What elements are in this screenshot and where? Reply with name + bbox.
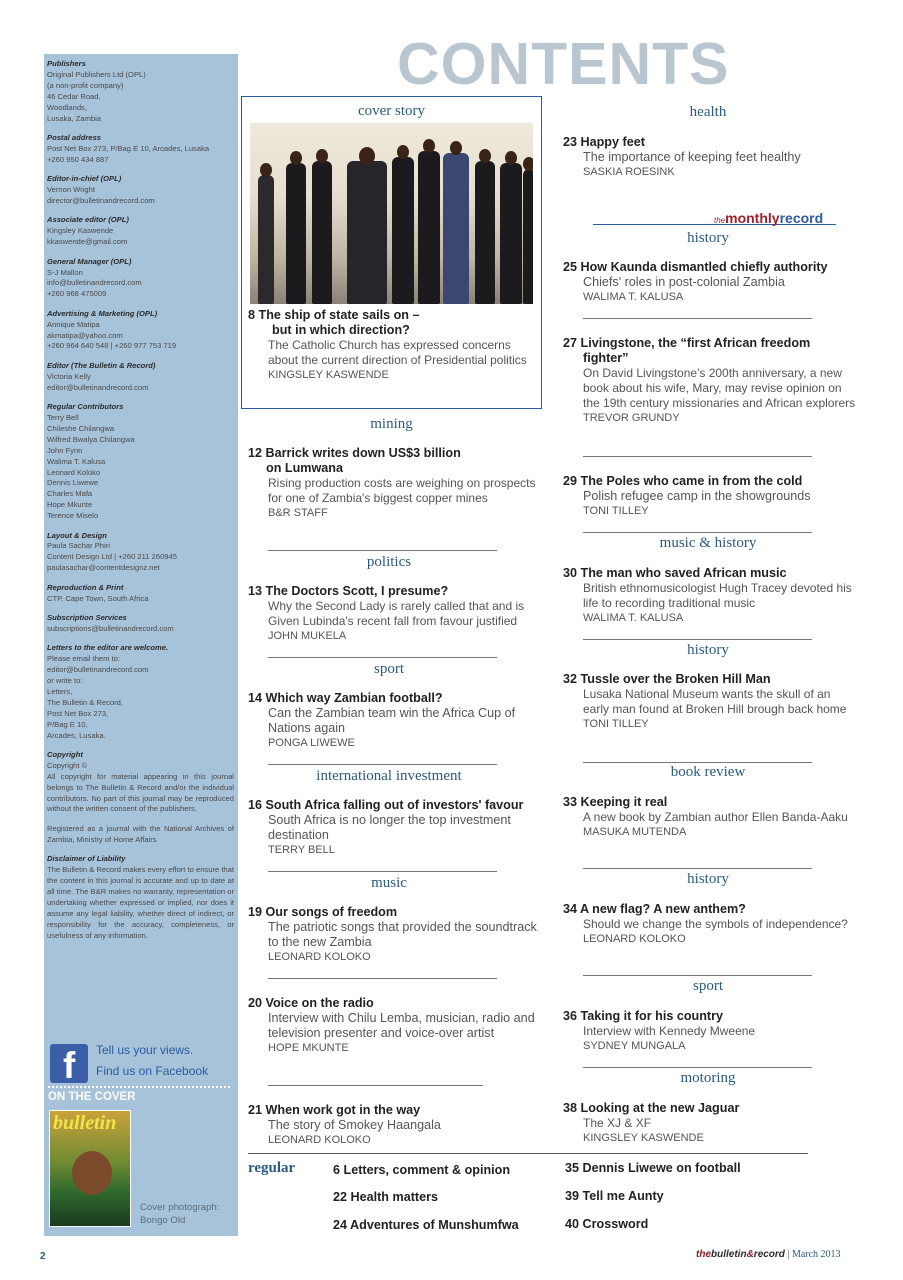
credit-email-link[interactable]: subscriptions@bulletinandrecord.com xyxy=(47,623,174,633)
monthly-record-logo xyxy=(714,210,823,226)
credit-heading: Subscription Services xyxy=(47,612,127,622)
logo-the: the xyxy=(714,216,726,225)
credit-line: 46 Cedar Road, xyxy=(47,91,101,101)
brand-amp: & xyxy=(746,1249,754,1260)
article-summary: British ethnomusicologist Hugh Tracey devoted his life to recording traditional music xyxy=(583,581,852,610)
article-summary: Rising production costs are weighing on prospects for one of Zambia's biggest copper mines xyxy=(268,476,536,505)
page-title: CONTENTS xyxy=(397,31,730,97)
divider xyxy=(268,657,497,658)
article-title[interactable]: 34 A new flag? A new anthem? xyxy=(563,902,746,916)
credit-email-link[interactable]: director@bulletinandrecord.com xyxy=(47,195,155,205)
brand-bulletin: bulletin xyxy=(711,1249,747,1260)
sidebar-credits xyxy=(47,59,234,772)
disclaimer-text: The Bulletin & Record makes every effort to ensure that the content in this journal is accurate and up to date at all time. The B&R makes no warranty, representation or undertaking whether expressed or implied, nor does it assume any legal liability, whether direct of indirect, or responsibility for the accuracy, completeness, or usefulness of any information. xyxy=(47,865,234,940)
regular-item[interactable]: 24 Adventures of Munshumfwa xyxy=(333,1218,519,1232)
masthead-sidebar xyxy=(44,54,238,1236)
credit-line: (a non-profit company) xyxy=(47,80,124,90)
credit-line: Chileshe Chilangwa xyxy=(47,423,115,433)
divider xyxy=(268,1085,483,1086)
divider xyxy=(583,868,812,869)
credit-line: Post Net Box 273, P/Bag E 10, Arcades, Lusaka xyxy=(47,143,210,153)
article-author: WALIMA T. KALUSA xyxy=(583,291,684,303)
article-summary: Should we change the symbols of independence? xyxy=(583,917,848,931)
credit-line: S-J Mallon xyxy=(47,267,83,277)
credit-line: Victoria Kelly xyxy=(47,371,91,381)
divider xyxy=(268,978,497,979)
credit-line: +260 950 434 887 xyxy=(47,154,109,164)
section-sport: sport xyxy=(374,661,404,677)
article-14[interactable] xyxy=(248,691,538,751)
article-36[interactable] xyxy=(563,1009,858,1054)
section-international-investment: international investment xyxy=(316,768,462,784)
credit-email-link[interactable]: editor@bulletinandrecord.com xyxy=(47,665,149,675)
article-title[interactable]: 25 How Kaunda dismantled chiefly authority xyxy=(563,260,828,274)
section-book-review: book review xyxy=(670,764,746,780)
credit-heading: Letters to the editor are welcome. xyxy=(47,643,169,653)
logo-monthly: monthly xyxy=(725,210,780,226)
article-summary: The Catholic Church has expressed concerns about the current direction of Presidential politics xyxy=(268,338,527,367)
article-title[interactable]: 23 Happy feet xyxy=(563,135,645,149)
credit-section xyxy=(47,59,234,124)
credit-line: Original Publishers Ltd (OPL) xyxy=(47,69,146,79)
article-author: MASUKA MUTENDA xyxy=(583,826,687,838)
logo-record: record xyxy=(779,210,824,226)
article-title[interactable]: 19 Our songs of freedom xyxy=(248,905,398,919)
credit-line: Vernon Wright xyxy=(47,185,95,195)
article-author: KINGSLEY KASWENDE xyxy=(268,369,389,381)
section-music-history: music & history xyxy=(659,535,757,551)
facebook-promo[interactable] xyxy=(50,1044,230,1084)
article-13[interactable] xyxy=(248,584,538,644)
article-19[interactable] xyxy=(248,905,538,965)
credit-line: Hope Mkunte xyxy=(47,500,93,510)
credit-line: Terry Bell xyxy=(47,412,79,422)
credit-line: +260 968 475009 xyxy=(47,289,107,299)
divider xyxy=(583,532,812,533)
article-title[interactable]: 20 Voice on the radio xyxy=(248,996,374,1010)
article-summary: Can the Zambian team win the Africa Cup of Nations again xyxy=(268,706,516,735)
credit-section xyxy=(47,531,234,575)
credit-section xyxy=(47,750,234,772)
article-summary: The importance of keeping feet healthy xyxy=(583,150,801,164)
article-16[interactable] xyxy=(248,798,543,858)
article-29[interactable] xyxy=(563,474,858,519)
credit-heading: Editor (The Bulletin & Record) xyxy=(47,360,156,370)
article-title[interactable]: 8 The ship of state sails on – xyxy=(248,308,420,322)
section-history-3: history xyxy=(687,871,729,887)
article-author: HOPE MKUNTE xyxy=(268,1042,349,1054)
article-author: TONI TILLEY xyxy=(583,718,649,730)
article-summary: The patriotic songs that provided the soundtrack to the new Zambia xyxy=(268,920,537,949)
facebook-icon[interactable]: f xyxy=(50,1044,88,1083)
regular-item[interactable]: 40 Crossword xyxy=(565,1217,649,1231)
article-author: PONGA LIWEWE xyxy=(268,737,355,749)
article-title[interactable]: 33 Keeping it real xyxy=(563,795,668,809)
article-title[interactable]: 12 Barrick writes down US$3 billion xyxy=(248,446,461,460)
section-politics: politics xyxy=(366,554,412,570)
credit-line: Walima T. Kalusa xyxy=(47,456,106,466)
article-title[interactable]: 21 When work got in the way xyxy=(248,1103,421,1117)
regular-label: regular xyxy=(248,1160,296,1176)
credit-section xyxy=(47,402,234,522)
article-author: JOHN MUKELA xyxy=(268,630,347,642)
divider xyxy=(268,764,497,765)
section-music: music xyxy=(371,875,407,891)
article-summary: The XJ & XF xyxy=(583,1116,652,1130)
regular-item[interactable]: 22 Health matters xyxy=(333,1190,438,1204)
article-author: LEONARD KOLOKO xyxy=(268,1134,371,1146)
credit-heading: General Manager (OPL) xyxy=(47,256,132,266)
footer-brand: thebulletin&record | March 2013 xyxy=(696,1249,841,1260)
divider xyxy=(268,871,497,872)
article-38[interactable] xyxy=(563,1101,858,1146)
article-30[interactable] xyxy=(563,566,858,626)
cover-caption-line: Cover photograph: xyxy=(140,1202,220,1213)
divider xyxy=(583,456,812,457)
article-author: SYDNEY MUNGALA xyxy=(583,1040,686,1052)
registration-text: Registered as a journal with the National Archives of Zambia, Ministry of Home Affairs xyxy=(47,823,234,844)
divider xyxy=(583,1067,812,1068)
article-author: TREVOR GRUNDY xyxy=(583,412,680,424)
article-8[interactable] xyxy=(248,308,538,383)
disclaimer-heading: Disclaimer of Liability xyxy=(47,854,126,864)
article-author: TERRY BELL xyxy=(268,844,335,856)
credit-section xyxy=(47,257,234,301)
credit-section xyxy=(47,133,234,166)
credit-section xyxy=(47,174,234,207)
credit-line: Lusaka, Zambia xyxy=(47,113,102,123)
article-title[interactable]: 36 Taking it for his country xyxy=(563,1009,724,1023)
credit-line: Leonard Koloko xyxy=(47,467,101,477)
credit-heading: Associate editor (OPL) xyxy=(47,215,129,225)
credit-line: +260 964 640 548 | +260 977 753 719 xyxy=(47,341,177,351)
article-25[interactable] xyxy=(563,260,858,305)
cover-caption-credit: Bongo Old xyxy=(140,1214,186,1226)
article-title-cont[interactable]: fighter” xyxy=(583,351,629,365)
credit-email-link[interactable]: editor@bulletinandrecord.com xyxy=(47,382,149,392)
article-title[interactable]: 30 The man who saved African music xyxy=(563,566,787,580)
cover-portrait xyxy=(72,1151,112,1195)
cover-masthead: bulletin xyxy=(53,1112,117,1134)
section-health: health xyxy=(689,104,727,120)
credit-line: Copyright © xyxy=(47,760,88,770)
cover-thumbnail xyxy=(49,1110,131,1227)
article-author: B&R STAFF xyxy=(268,507,328,519)
article-summary: Interview with Chilu Lemba, musician, radio and television presenter and voice-over artist xyxy=(268,1011,535,1040)
article-title-cont[interactable]: but in which direction? xyxy=(272,323,410,337)
credit-line: Please email them to: xyxy=(47,654,121,664)
dotted-divider xyxy=(48,1086,230,1088)
regular-item[interactable]: 6 Letters, comment & opinion xyxy=(333,1163,511,1177)
cover-caption xyxy=(140,1202,219,1227)
section-history-2: history xyxy=(687,642,729,658)
article-summary: Polish refugee camp in the showgrounds xyxy=(583,489,811,503)
section-sport-2: sport xyxy=(693,978,723,994)
article-title[interactable]: 14 Which way Zambian football? xyxy=(248,691,443,705)
article-27[interactable] xyxy=(563,336,858,426)
credit-heading: Postal address xyxy=(47,132,102,142)
article-title[interactable]: 32 Tussle over the Broken Hill Man xyxy=(563,672,771,686)
cover-story-photo xyxy=(250,123,533,304)
credit-heading: Reproduction & Print xyxy=(47,582,124,592)
brand-record: record xyxy=(753,1249,785,1260)
article-title-cont[interactable]: on Lumwana xyxy=(266,461,343,475)
credit-heading: Editor-in-chief (OPL) xyxy=(47,174,122,184)
credit-line: Paula Sachar Phiri xyxy=(47,541,110,551)
article-title[interactable]: 29 The Poles who came in from the cold xyxy=(563,474,803,488)
regular-item[interactable]: 39 Tell me Aunty xyxy=(565,1189,664,1203)
facebook-line-views: Tell us your views. xyxy=(96,1043,194,1057)
article-author: TONI TILLEY xyxy=(583,505,649,517)
facebook-line-find[interactable]: Find us on Facebook xyxy=(96,1064,209,1078)
section-history: history xyxy=(687,230,729,246)
credit-heading: Regular Contributors xyxy=(47,402,124,412)
credit-line: CTP, Cape Town, South Africa xyxy=(47,593,149,603)
article-summary: South Africa is no longer the top investment destination xyxy=(268,813,511,842)
credit-heading: Copyright xyxy=(47,749,83,759)
credit-line: Dennis Liwewe xyxy=(47,478,99,488)
article-author: WALIMA T. KALUSA xyxy=(583,612,684,624)
credit-section xyxy=(47,583,234,605)
credit-section xyxy=(47,215,234,248)
article-summary: Why the Second Lady is rarely called that and is Given Lubinda's recent fall from favour justified xyxy=(268,599,525,628)
credit-line: Content Design Ltd | +260 211 260945 xyxy=(47,552,177,562)
article-12[interactable] xyxy=(248,446,538,521)
credit-line: John Fynn xyxy=(47,445,83,455)
credit-heading: Publishers xyxy=(47,59,86,68)
credit-line: Letters, xyxy=(47,686,73,696)
credit-line: Charles Mafa xyxy=(47,489,93,499)
article-summary: Interview with Kennedy Mweene xyxy=(583,1024,756,1038)
divider xyxy=(583,639,812,640)
credit-line: or write to: xyxy=(47,676,83,685)
section-motoring: motoring xyxy=(680,1070,736,1086)
credit-email-link[interactable]: paulasachar@contentdesignz.net xyxy=(47,563,160,573)
credit-line: The Bulletin & Record, xyxy=(47,697,123,707)
brand-the: the xyxy=(696,1249,711,1260)
article-author: KINGSLEY KASWENDE xyxy=(583,1132,704,1144)
credit-line: Woodlands, xyxy=(47,102,87,112)
article-33[interactable] xyxy=(563,795,858,840)
credit-section xyxy=(47,643,234,741)
on-the-cover-label: ON THE COVER xyxy=(48,1091,136,1103)
article-20[interactable] xyxy=(248,996,538,1056)
credit-line: Annique Matipa xyxy=(47,319,100,329)
credit-email-link[interactable]: kkaswende@gmail.com xyxy=(47,237,128,247)
regular-item[interactable]: 35 Dennis Liwewe on football xyxy=(565,1161,741,1175)
page-number: 2 xyxy=(40,1251,46,1262)
article-34[interactable] xyxy=(563,902,858,947)
credit-line: P/Bag E 10, xyxy=(47,719,88,729)
article-summary: The story of Smokey Haangala xyxy=(268,1118,441,1132)
article-title[interactable]: 27 Livingstone, the “first African freedom xyxy=(563,336,811,350)
article-author: LEONARD KOLOKO xyxy=(583,933,686,945)
section-cover-story: cover story xyxy=(357,103,426,119)
footer-date: March 2013 xyxy=(791,1249,841,1260)
regular-divider xyxy=(248,1153,808,1154)
article-title[interactable]: 38 Looking at the new Jaguar xyxy=(563,1101,740,1115)
article-summary: On David Livingstone's 200th anniversary, a new book about his wife, Mary, may revise opinion on the 19th century missionaries and African explorers xyxy=(583,366,856,410)
article-title[interactable]: 13 The Doctors Scott, I presume? xyxy=(248,584,449,598)
article-summary: Lusaka National Museum wants the skull of an early man found at Broken Hill brough back home xyxy=(583,687,847,716)
article-author: SASKIA ROESINK xyxy=(583,166,675,178)
credit-email-link[interactable]: akmatipa@yahoo.com xyxy=(47,330,123,340)
credit-line: Arcades, Lusaka. xyxy=(47,730,106,740)
article-32[interactable] xyxy=(563,672,858,732)
credit-email-link[interactable]: info@bulletinandrecord.com xyxy=(47,278,142,288)
credit-line: Post Net Box 273, xyxy=(47,708,109,718)
divider xyxy=(583,318,812,319)
credit-line: Terence Miselo xyxy=(47,511,99,521)
divider xyxy=(583,975,812,976)
article-21[interactable] xyxy=(248,1103,538,1148)
divider xyxy=(268,550,497,551)
credit-line: Kingsley Kaswende xyxy=(47,226,114,236)
article-23[interactable] xyxy=(563,135,858,180)
credit-section xyxy=(47,309,234,353)
credit-heading: Layout & Design xyxy=(47,530,107,540)
article-summary: A new book by Zambian author Ellen Banda-Aaku xyxy=(583,810,848,824)
credit-section xyxy=(47,613,234,635)
article-author: LEONARD KOLOKO xyxy=(268,951,371,963)
article-title[interactable]: 16 South Africa falling out of investors' favour xyxy=(248,798,524,812)
copyright-text: All copyright for material appearing in this journal belongs to The Bulletin & Record and/or the individual contributors. No part of this journal may be reproduced without the written consent of the publishers. xyxy=(47,771,234,814)
section-mining: mining xyxy=(370,416,413,432)
credit-heading: Advertising & Marketing (OPL) xyxy=(47,308,158,318)
credit-line: Wilfred Bwalya Chilangwa xyxy=(47,434,135,444)
article-summary: Chiefs' roles in post-colonial Zambia xyxy=(583,275,785,289)
credit-section xyxy=(47,361,234,394)
